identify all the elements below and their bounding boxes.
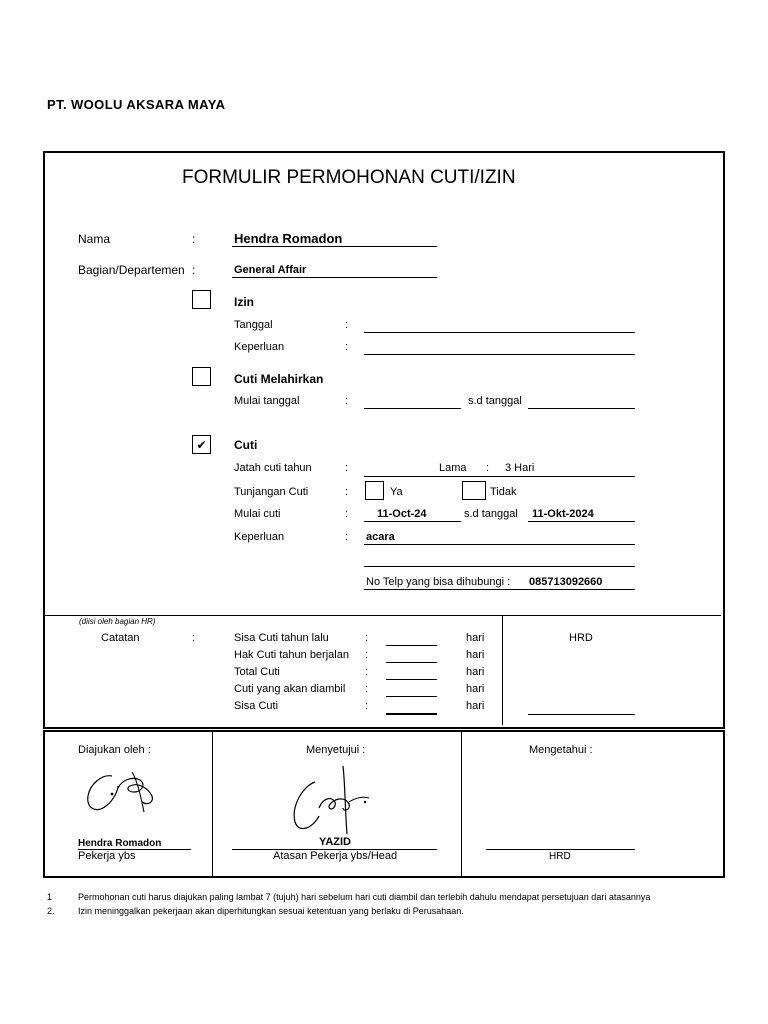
hr-row-field[interactable] [386, 645, 437, 646]
keperluan-colon: : [345, 531, 349, 543]
melahirkan-checkbox[interactable] [192, 367, 211, 386]
hr-row-colon: : [365, 649, 369, 661]
mengetahui-signature-line[interactable] [486, 849, 635, 850]
hr-row-label: Total Cuti [234, 666, 280, 678]
hr-row-unit: hari [466, 700, 485, 712]
bagian-underline [232, 277, 437, 278]
izin-keperluan-field[interactable] [364, 354, 635, 355]
lama-colon: : [486, 462, 490, 474]
izin-title: Izin [234, 295, 254, 309]
mulai-cuti-label: Mulai cuti [234, 508, 281, 520]
izin-keperluan-colon: : [345, 341, 349, 353]
hr-row-field[interactable] [386, 696, 437, 697]
cuti-title: Cuti [234, 438, 258, 452]
telp-value[interactable]: 085713092660 [529, 576, 603, 588]
sd-underline [528, 521, 635, 522]
mulai-cuti-underline [364, 521, 461, 522]
mengetahui-role: HRD [549, 851, 571, 862]
bagian-value[interactable]: General Affair [234, 264, 307, 276]
signature-divider-1 [212, 732, 213, 876]
melahirkan-title: Cuti Melahirkan [234, 372, 324, 386]
melahirkan-sd-label: s.d tanggal [468, 395, 522, 407]
tunjangan-label: Tunjangan Cuti [234, 486, 309, 498]
bagian-label: Bagian/Departemen [78, 263, 185, 277]
melahirkan-sd-field[interactable] [528, 408, 635, 409]
tunjangan-ya-checkbox[interactable] [365, 481, 384, 500]
hr-row-field[interactable] [386, 662, 437, 663]
form-title: FORMULIR PERMOHONAN CUTI/IZIN [182, 167, 516, 188]
lama-label: Lama [439, 462, 467, 474]
note-number: 2. [47, 906, 55, 916]
telp-label: No Telp yang bisa dihubungi : [366, 576, 511, 588]
hr-row-colon: : [365, 700, 369, 712]
hr-row-label: Sisa Cuti [234, 700, 279, 712]
hr-row-field[interactable] [386, 713, 437, 715]
lama-value[interactable]: 3 Hari [505, 462, 535, 474]
tunjangan-ya-label: Ya [390, 486, 403, 498]
signature-image-applicant [82, 766, 164, 818]
hrd-label: HRD [569, 632, 593, 644]
izin-keperluan-label: Keperluan [234, 341, 285, 353]
nama-underline [232, 246, 437, 247]
mulai-cuti-colon: : [345, 508, 349, 520]
hr-row-label: Sisa Cuti tahun lalu [234, 632, 329, 644]
izin-tanggal-label: Tanggal [234, 319, 273, 331]
telp-underline [364, 589, 635, 590]
catatan-label: Catatan [101, 632, 140, 644]
diajukan-name: Hendra Romadon [78, 838, 162, 849]
menyetujui-name: YAZID [319, 836, 351, 848]
hr-row-unit: hari [466, 649, 485, 661]
hrd-column-divider [502, 615, 503, 725]
izin-checkbox[interactable] [192, 290, 211, 309]
melahirkan-mulai-field[interactable] [364, 408, 461, 409]
note-text: Permohonan cuti harus diajukan paling lambat 7 (tujuh) hari sebelum hari cuti diambil dan terlebih dahulu mendapat persetujuan dari atasannya [78, 892, 651, 902]
hr-row-label: Hak Cuti tahun berjalan [234, 649, 349, 661]
hr-row-unit: hari [466, 683, 485, 695]
catatan-colon: : [192, 632, 196, 644]
melahirkan-mulai-label: Mulai tanggal [234, 395, 300, 407]
izin-tanggal-field[interactable] [364, 332, 635, 333]
menyetujui-title: Menyetujui : [306, 744, 366, 756]
note-number: 1 [47, 892, 53, 902]
mulai-cuti-value[interactable]: 11-Oct-24 [377, 508, 427, 520]
mengetahui-title: Mengetahui : [529, 744, 593, 756]
signature-divider-2 [461, 732, 462, 876]
jatah-colon: : [345, 462, 349, 474]
izin-tanggal-colon: : [345, 319, 349, 331]
keperluan-label: Keperluan [234, 531, 285, 543]
melahirkan-mulai-colon: : [345, 395, 349, 407]
hr-note: (diisi oleh bagian HR) [79, 617, 156, 626]
diajukan-title: Diajukan oleh : [78, 744, 151, 756]
keperluan-underline [364, 544, 635, 545]
hr-row-unit: hari [466, 666, 485, 678]
leave-form-box [43, 151, 725, 729]
hrd-signature-line[interactable] [528, 714, 635, 715]
tunjangan-tidak-checkbox[interactable] [462, 481, 486, 500]
hr-row-colon: : [365, 632, 369, 644]
bagian-colon: : [192, 263, 196, 277]
hr-section-divider [45, 615, 721, 616]
nama-colon: : [192, 232, 196, 246]
check-mark-icon: ✔ [196, 438, 207, 452]
sd-value[interactable]: 11-Okt-2024 [532, 508, 594, 520]
sd-label: s.d tanggal [464, 508, 518, 520]
cuti-checkbox[interactable] [192, 435, 211, 454]
company-name: PT. WOOLU AKSARA MAYA [47, 97, 226, 112]
menyetujui-role: Atasan Pekerja ybs/Head [273, 850, 398, 862]
hr-row-unit: hari [466, 632, 485, 644]
tunjangan-colon: : [345, 486, 349, 498]
tunjangan-tidak-label: Tidak [490, 486, 517, 498]
keperluan-value[interactable]: acara [366, 531, 395, 543]
jatah-label: Jatah cuti tahun [234, 462, 312, 474]
hr-row-label: Cuti yang akan diambil [234, 683, 346, 695]
signature-image-approver [285, 762, 375, 836]
note-text: Izin meninggalkan pekerjaan akan diperhitungkan sesuai ketentuan yang berlaku di Perusahaan. [78, 906, 464, 916]
hr-row-field[interactable] [386, 679, 437, 680]
jatah-underline [364, 476, 635, 477]
keperluan-underline-2[interactable] [364, 566, 635, 567]
hr-row-colon: : [365, 683, 369, 695]
diajukan-role: Pekerja ybs [78, 850, 136, 862]
nama-label: Nama [78, 232, 111, 246]
nama-value[interactable]: Hendra Romadon [234, 231, 343, 246]
hr-row-colon: : [365, 666, 369, 678]
